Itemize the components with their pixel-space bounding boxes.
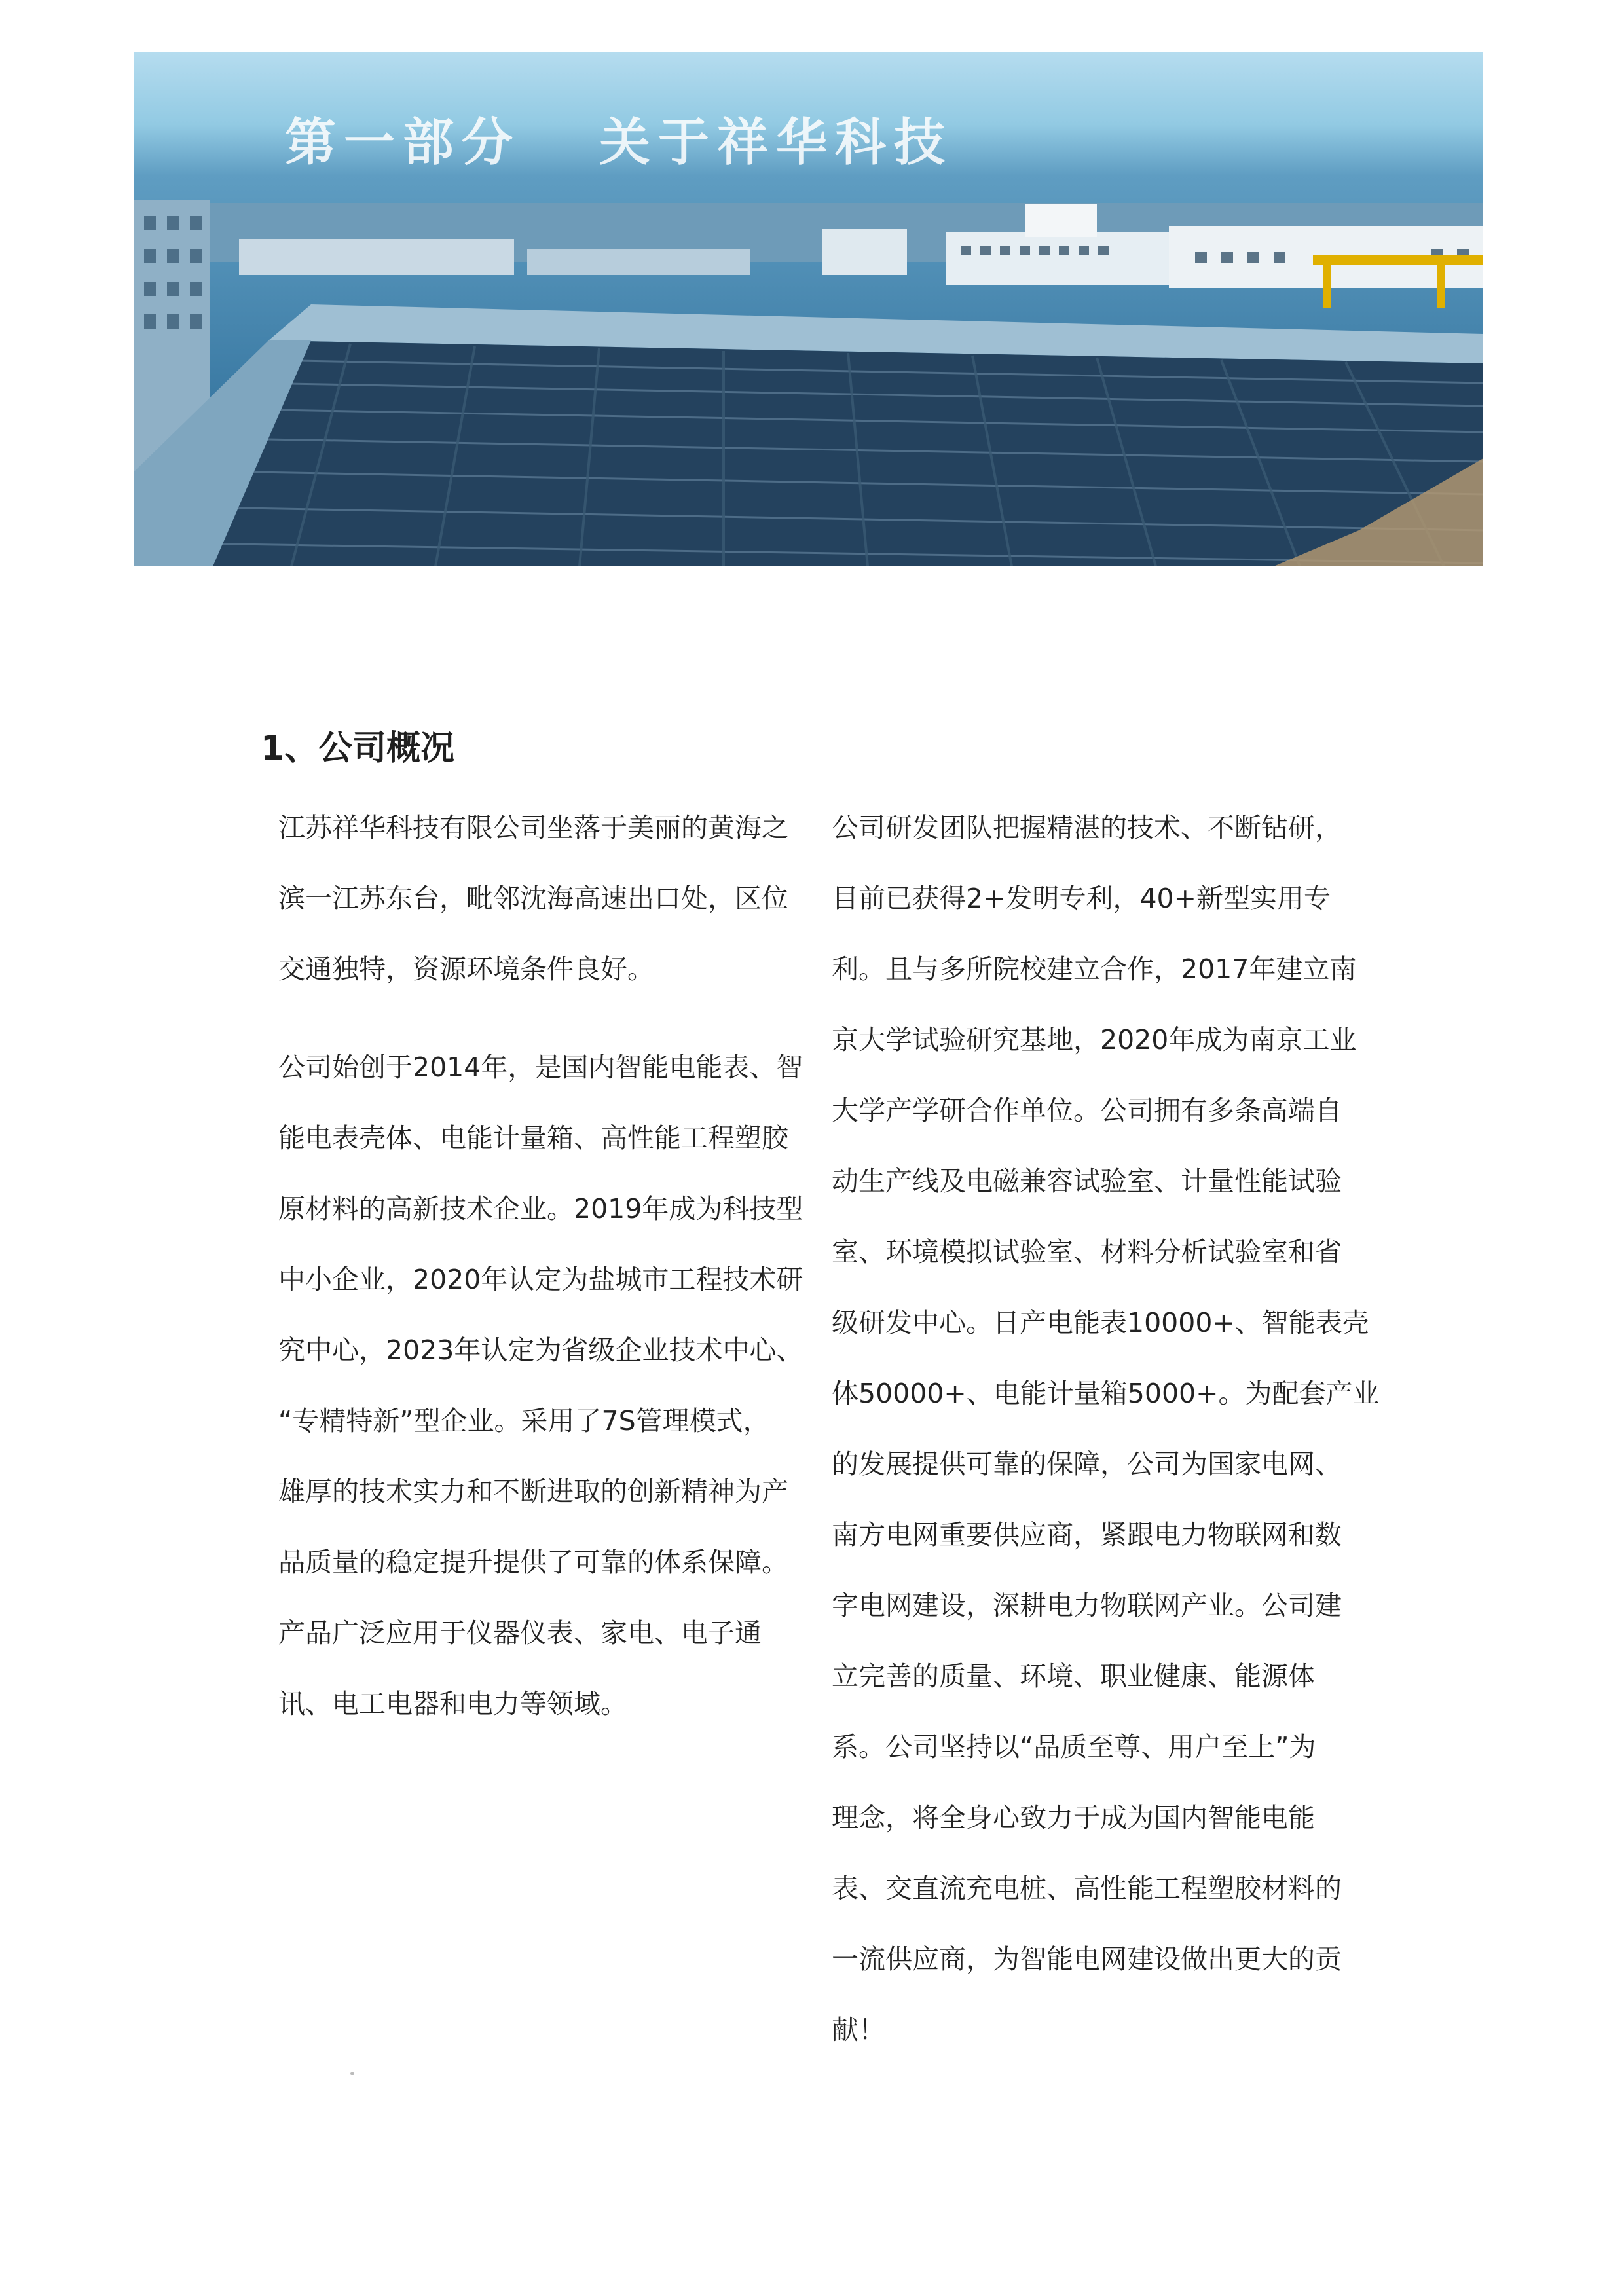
rnd-paragraph <box>832 792 1380 2065</box>
text-line: “专精特新”型企业。采用了7S管理模式， <box>278 1405 770 1437</box>
paragraph-spacer <box>278 1004 802 1032</box>
text-line: 字电网建设，深耕电力物联网产业。公司建 <box>832 1590 1342 1621</box>
text-line: 目前已获得2+发明专利，40+新型实用专 <box>832 883 1331 914</box>
text-line: 中小企业，2020年认定为盐城市工程技术研 <box>278 1264 803 1295</box>
text-line: 级研发中心。日产电能表10000+、智能表壳 <box>832 1307 1369 1338</box>
banner-title-part: 第一部分 <box>285 113 521 172</box>
text-line: 表、交直流充电桩、高性能工程塑胶材料的 <box>832 1873 1342 1904</box>
left-column <box>278 792 802 1739</box>
text-line: 京大学试验研究基地，2020年成为南京工业 <box>832 1024 1357 1056</box>
text-line: 江苏祥华科技有限公司坐落于美丽的黄海之 <box>278 812 788 843</box>
text-line: 动生产线及电磁兼容试验室、计量性能试验 <box>832 1166 1342 1197</box>
text-line: 讯、电工电器和电力等领域。 <box>278 1688 627 1719</box>
text-line: 交通独特，资源环境条件良好。 <box>278 953 654 985</box>
text-line: 究中心，2023年认定为省级企业技术中心、 <box>278 1334 803 1366</box>
text-line: 利。且与多所院校建立合作，2017年建立南 <box>832 953 1357 985</box>
text-line: 室、环境模拟试验室、材料分析试验室和省 <box>832 1236 1342 1268</box>
history-paragraph <box>278 1032 802 1739</box>
text-line: 品质量的稳定提升提供了可靠的体系保障。 <box>278 1547 788 1578</box>
text-line: 公司始创于2014年，是国内智能电能表、智 <box>278 1052 803 1083</box>
text-line: 公司研发团队把握精湛的技术、不断钻研， <box>832 812 1342 843</box>
scan-speck <box>350 2072 354 2075</box>
text-line: 南方电网重要供应商，紧跟电力物联网和数 <box>832 1519 1342 1551</box>
text-line: 献！ <box>832 2014 885 2046</box>
text-line: 产品广泛应用于仪器仪表、家电、电子通 <box>278 1617 762 1649</box>
intro-paragraph <box>278 792 802 1004</box>
banner-title <box>285 101 953 175</box>
solar-rooftop-banner <box>134 52 1483 566</box>
text-line: 大学产学研合作单位。公司拥有多条高端自 <box>832 1095 1342 1126</box>
section-heading: 1、公司概况 <box>261 729 455 768</box>
text-line: 一流供应商，为智能电网建设做出更大的贡 <box>832 1943 1342 1975</box>
text-line: 滨一江苏东台，毗邻沈海高速出口处，区位 <box>278 883 788 914</box>
text-line: 的发展提供可靠的保障，公司为国家电网、 <box>832 1448 1342 1480</box>
text-line: 体50000+、电能计量箱5000+。为配套产业 <box>832 1378 1380 1409</box>
banner-title-name: 关于祥华科技 <box>599 113 953 172</box>
text-line: 立完善的质量、环境、职业健康、能源体 <box>832 1661 1315 1692</box>
text-line: 雄厚的技术实力和不断进取的创新精神为产 <box>278 1476 788 1507</box>
text-line: 原材料的高新技术企业。2019年成为科技型 <box>278 1193 803 1224</box>
right-column <box>832 792 1380 2065</box>
text-line: 能电表壳体、电能计量箱、高性能工程塑胶 <box>278 1122 788 1154</box>
text-line: 系。公司坚持以“品质至尊、用户至上”为 <box>832 1731 1316 1763</box>
text-line: 理念，将全身心致力于成为国内智能电能 <box>832 1802 1315 1833</box>
